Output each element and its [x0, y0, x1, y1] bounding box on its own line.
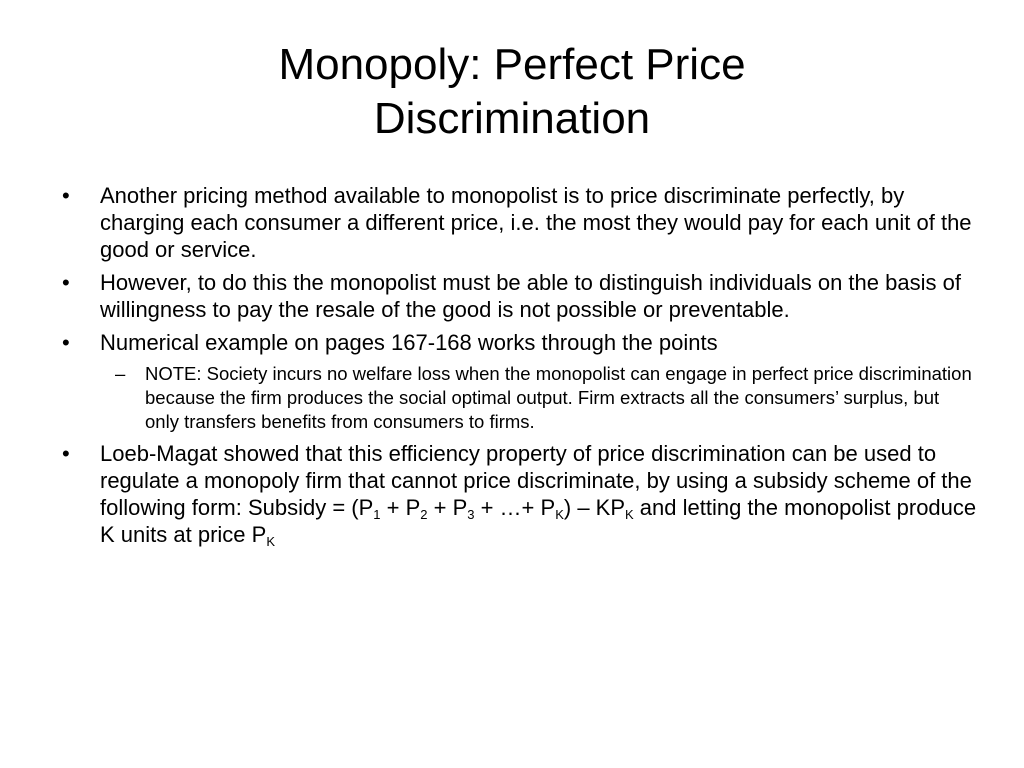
subscript: 3 [467, 507, 475, 522]
formula-text: and letting the monopolist produce K units at price P [100, 495, 977, 547]
bullet-marker: • [62, 330, 70, 355]
bullet-marker: • [62, 183, 70, 208]
sub-bullet-item [58, 362, 978, 434]
formula-text: + …+ P [474, 495, 556, 520]
formula-text: ) – KP [563, 495, 626, 520]
bullet-marker: • [62, 270, 70, 295]
formula-text: + P [380, 495, 421, 520]
subscript: 2 [420, 507, 428, 522]
bullet-item [58, 440, 978, 548]
bullet-item [58, 329, 978, 356]
formula-text: + P [427, 495, 468, 520]
sub-bullet-marker: – [115, 363, 126, 384]
bullet-marker: • [62, 441, 70, 466]
subscript: 1 [373, 507, 381, 522]
subscript: K [266, 534, 275, 549]
slide-body [58, 182, 978, 554]
bullet-text: Another pricing method available to monopolist is to price discriminate perfectly, by charging each consumer a different price, i.e. the most they would pay for each unit of the good or service. [100, 183, 972, 262]
subscript: K [625, 507, 634, 522]
subscript: K [555, 507, 564, 522]
slide-title [120, 38, 904, 146]
slide-title-line-1: Monopoly: Perfect Price [278, 40, 746, 89]
bullet-item [58, 182, 978, 263]
sub-bullet-text: NOTE: Society incurs no welfare loss when the monopolist can engage in perfect price discrimination because the firm produces the social optimal output. Firm extracts all the consumers’ surplus, but only transfers benefits from consumers to firms. [145, 363, 972, 432]
slide-title-line-2: Discrimination [373, 94, 651, 143]
bullet-text: Numerical example on pages 167-168 works through the points [100, 330, 718, 355]
bullet-text: However, to do this the monopolist must be able to distinguish individuals on the basis of willingness to pay the resale of the good is not possible or preventable. [100, 270, 961, 322]
formula-text: Loeb-Magat showed that this efficiency property of price discrimination can be used to regulate a monopoly firm that cannot price discriminate, by using a subsidy scheme of the following form: Subsidy = (P [100, 441, 972, 520]
bullet-text-formula [100, 440, 978, 548]
bullet-item [58, 269, 978, 323]
